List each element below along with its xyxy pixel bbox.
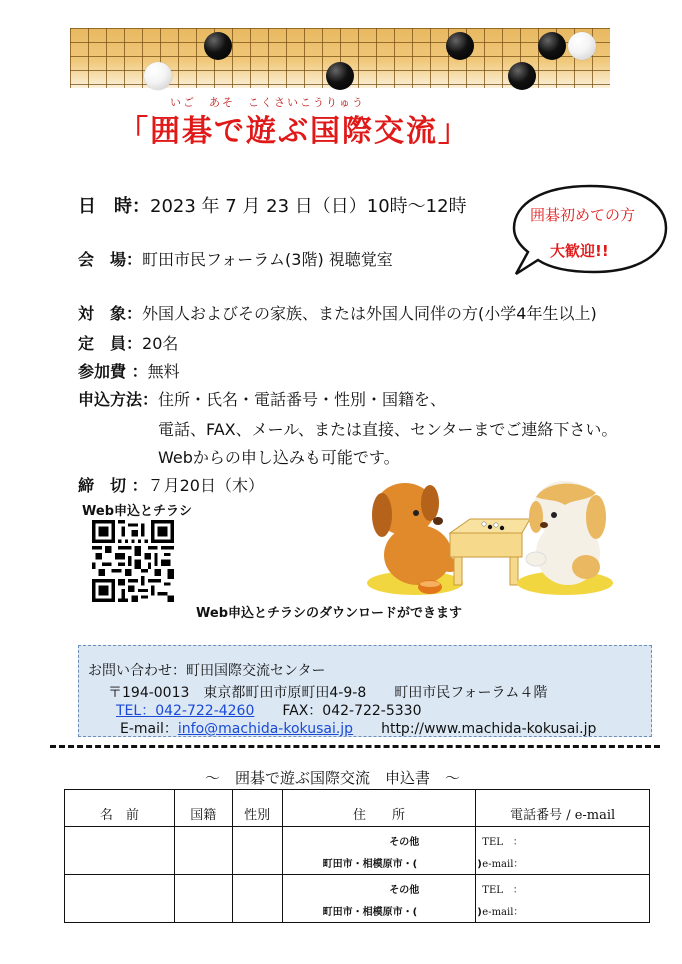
gender-cell[interactable]: [232, 827, 282, 875]
name-cell[interactable]: [65, 875, 175, 923]
contact-email-line: [120, 718, 596, 738]
table-header-row: [65, 790, 650, 827]
page-title: 「囲碁で遊ぶ国際交流」: [118, 114, 470, 149]
email-link[interactable]: info@machida-kokusai.jp: [177, 721, 354, 737]
address-city-label: 町田市・相模原市・( ): [322, 859, 482, 870]
black-stone: [538, 32, 566, 60]
form-title: ～ 囲碁で遊ぶ国際交流 申込書 ～: [205, 769, 461, 787]
application-form-table: [64, 789, 650, 923]
speech-bubble: [510, 180, 670, 280]
cut-line-divider: [50, 745, 660, 748]
title-ruby: いご あそ こくさいこうりゅう: [170, 96, 365, 109]
tel-label: TEL ：: [482, 885, 523, 896]
header-address: 住 所: [282, 790, 476, 827]
deadline-row: [78, 473, 264, 496]
nationality-cell[interactable]: [174, 827, 232, 875]
fee-row: [78, 359, 180, 382]
phone-email-cell[interactable]: [476, 875, 650, 923]
black-stone: [508, 62, 536, 90]
fee-label: 参加費 ：: [78, 362, 148, 381]
venue-label: 会 場：: [78, 250, 143, 269]
target-label: 対 象：: [78, 304, 143, 323]
email-field-label: e-mail：: [482, 859, 524, 870]
application-line3: Webからの申し込みも可能です。: [158, 448, 400, 467]
address-other-label: その他: [389, 837, 420, 848]
header-gender: 性別: [232, 790, 282, 827]
venue-row: [78, 247, 393, 270]
table-row: [65, 875, 650, 923]
gender-cell[interactable]: [232, 875, 282, 923]
black-stone: [446, 32, 474, 60]
name-cell[interactable]: [65, 827, 175, 875]
nationality-cell[interactable]: [174, 875, 232, 923]
header-phone-email: 電話番号 / e-mail: [476, 790, 650, 827]
capacity-label: 定 員：: [78, 334, 143, 353]
target-value: 外国人およびその家族、または外国人同伴の方(小学4年生以上): [142, 304, 597, 323]
date-row: [78, 192, 467, 218]
tel-link[interactable]: TEL：042-722-4260: [116, 703, 255, 719]
fax-number: FAX：042-722-5330: [282, 703, 422, 719]
application-label: 申込方法：: [78, 390, 159, 409]
white-stone: [144, 62, 172, 90]
dogs-playing-go-illustration: [360, 475, 620, 605]
capacity-value: 20名: [142, 334, 179, 353]
application-line1: 住所・氏名・電話番号・性別・国籍を、: [158, 390, 447, 409]
web-label: Web申込とチラシ: [82, 504, 192, 519]
application-row: [78, 387, 446, 410]
email-label: E-mail：: [120, 721, 178, 737]
deadline-label: 締 切 ：: [78, 476, 148, 495]
website-url[interactable]: http://www.machida-kokusai.jp: [381, 721, 597, 737]
header-name: 名 前: [65, 790, 175, 827]
application-line2: 電話、FAX、メール、または直接、センターまでご連絡下さい。: [158, 420, 618, 439]
address-cell[interactable]: [282, 827, 482, 875]
date-value: 2023 年 7 月 23 日（日）10時～12時: [150, 196, 467, 217]
download-text: Web申込とチラシのダウンロードができます: [196, 606, 462, 621]
address-city-label: 町田市・相模原市・( ): [322, 907, 482, 918]
go-board-banner: [70, 28, 610, 88]
header-nationality: 国籍: [174, 790, 232, 827]
bubble-line1: 囲碁初めての方: [530, 206, 636, 224]
black-stone: [326, 62, 354, 90]
fee-value: 無料: [147, 362, 180, 381]
bubble-line2: 大歓迎!!: [550, 242, 609, 260]
venue-value: 町田市民フォーラム(3階) 視聴覚室: [142, 250, 393, 269]
capacity-row: [78, 331, 178, 354]
address-other-label: その他: [389, 885, 420, 896]
black-stone: [204, 32, 232, 60]
target-row: [78, 301, 597, 324]
white-stone: [568, 32, 596, 60]
date-label: 日 時：: [78, 196, 150, 217]
contact-phone-line: [116, 700, 422, 720]
qr-code[interactable]: [92, 520, 174, 602]
email-field-label: e-mail：: [482, 907, 524, 918]
phone-email-cell[interactable]: [476, 827, 650, 875]
deadline-value: ７月20日（木）: [147, 476, 264, 495]
tel-label: TEL ：: [482, 837, 523, 848]
contact-title: お問い合わせ：町田国際交流センター: [88, 663, 326, 679]
table-row: [65, 827, 650, 875]
address-cell[interactable]: [282, 875, 482, 923]
contact-address: 〒194-0013 東京都町田市原町田4-9-8 町田市民フォーラム４階: [108, 685, 548, 701]
